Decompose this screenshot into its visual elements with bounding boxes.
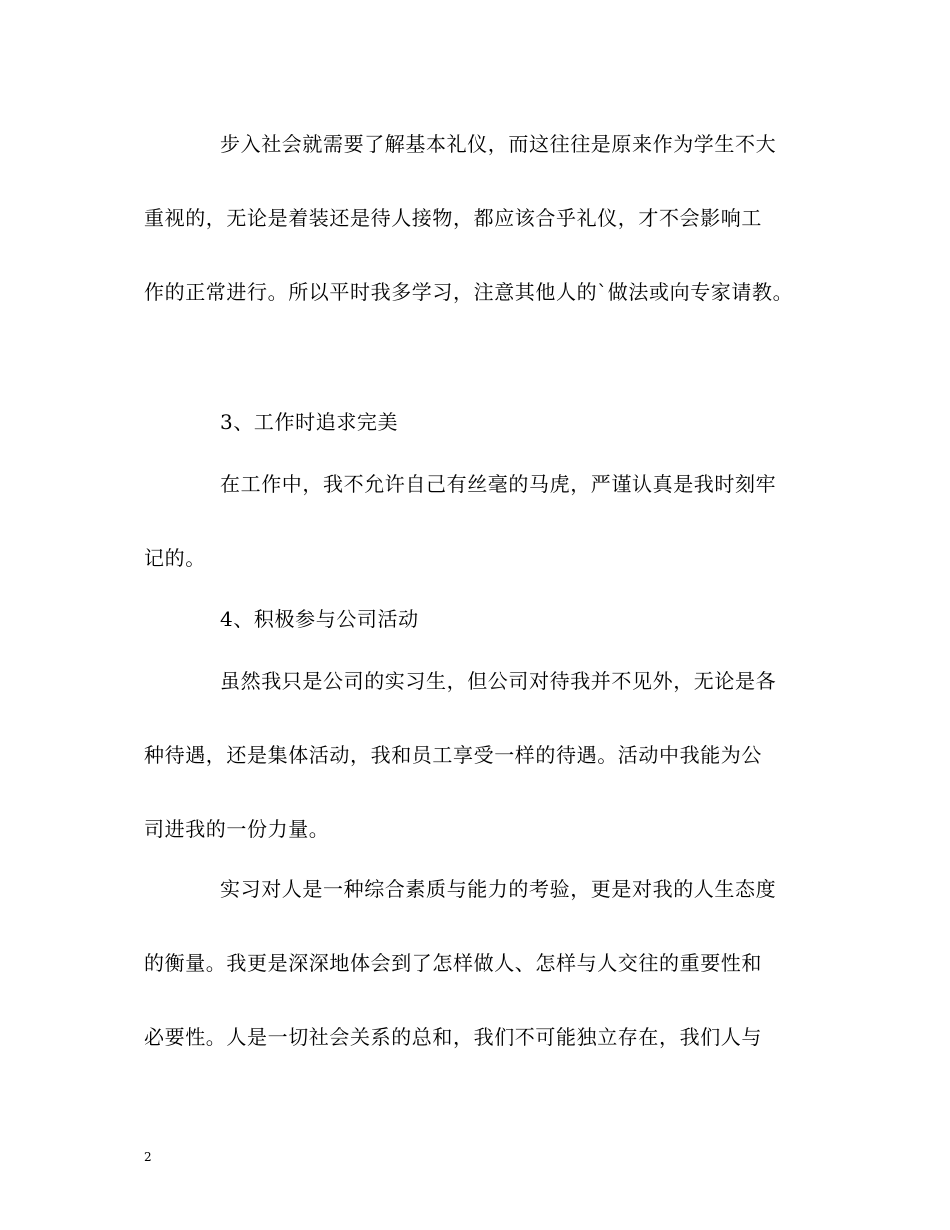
paragraph-line: 实习对人是一种综合素质与能力的考验，更是对我的人生态度 <box>220 877 777 901</box>
paragraph-line: 虽然我只是公司的实习生，但公司对待我并不见外，无论是各 <box>220 669 777 693</box>
paragraph-line: 作的正常进行。所以平时我多学习，注意其他人的`做法或向专家请教。 <box>144 280 794 304</box>
paragraph-line: 在工作中，我不允许自己有丝毫的马虎，严谨认真是我时刻牢 <box>220 472 777 496</box>
paragraph-line: 记的。 <box>144 546 206 570</box>
paragraph-line: 必要性。人是一切社会关系的总和，我们不可能独立存在，我们人与 <box>144 1025 762 1049</box>
paragraph-line: 步入社会就需要了解基本礼仪，而这往往是原来作为学生不大 <box>220 132 777 156</box>
paragraph-line: 重视的，无论是着装还是待人接物，都应该合乎礼仪，才不会影响工 <box>144 206 762 230</box>
section-heading: 4、积极参与公司活动 <box>220 607 419 631</box>
section-heading: 3、工作时追求完美 <box>220 410 399 434</box>
paragraph-line: 的衡量。我更是深深地体会到了怎样做人、怎样与人交往的重要性和 <box>144 951 762 975</box>
page-number: 2 <box>144 1150 152 1164</box>
paragraph-line: 种待遇，还是集体活动，我和员工享受一样的待遇。活动中我能为公 <box>144 743 762 767</box>
paragraph-line: 司进我的一份力量。 <box>144 817 330 841</box>
